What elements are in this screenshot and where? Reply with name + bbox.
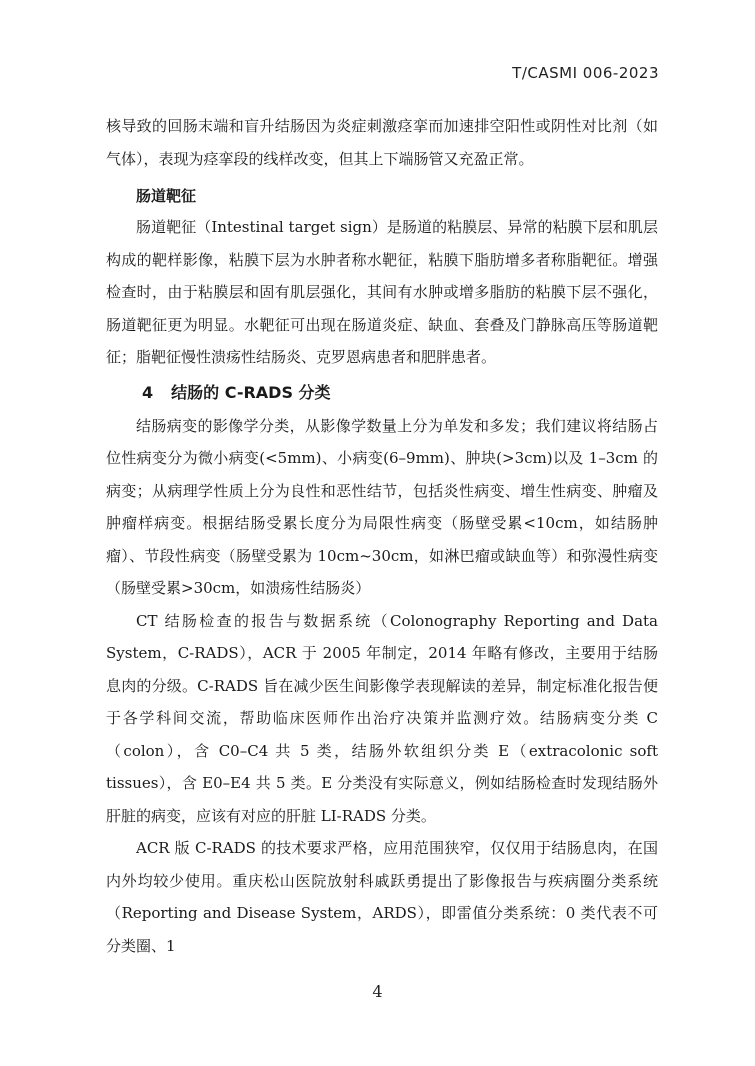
- section-number: 4: [142, 382, 154, 402]
- paragraph-c-rads: CT 结肠检查的报告与数据系统（Colonography Reporting and Data System，C-RADS），ACR 于 2005 年制定，2014 年略有修改，主要用于结肠息肉的分级。C-RADS 旨在减少医生间影像学表现解读的差异，制定标准化报告便于各学科间交流，帮助临床医师作出治疗决策并监测疗效。结肠病变分类 C（colon），含 C0–C4 共 5 类，结肠外软组织分类 E（extracolonic soft tissues），含 E0–E4 共 5 类。E 分类没有实际意义，例如结肠检查时发现结肠外肝脏的病变，应该有对应的肝脏 LI-RADS 分类。: [106, 611, 658, 825]
- section-title: 结肠的 C-RADS 分类: [171, 382, 331, 402]
- paragraph-classification: 结肠病变的影像学分类，从影像学数量上分为单发和多发；我们建议将结肠占位性病变分为微小病变(<5mm)、小病变(6–9mm)、肿块(>3cm)以及 1–3cm 的病变；从病理学性质上分为良性和恶性结节，包括炎性病变、增生性病变、肿瘤及肿瘤样病变。根据结肠受累长度分为局限性病变（肠壁受累<10cm，如结肠肿瘤）、节段性病变（肠壁受累为 10cm~30cm，如淋巴瘤或缺血等）和弥漫性病变（肠壁受累>30cm，如溃疡性结肠炎）: [106, 416, 658, 597]
- standard-code-header: T/CASMI 006-2023: [512, 64, 659, 82]
- paragraph-continuation: 核导致的回肠末端和盲升结肠因为炎症刺激痉挛而加速排空阳性或阴性对比剂（如气体），表现为痉挛段的线样改变，但其上下端肠管又充盈正常。: [106, 117, 658, 168]
- paragraph-acr-c-rads: ACR 版 C-RADS 的技术要求严格，应用范围狭窄，仅仅用于结肠息肉，在国内外均较少使用。重庆松山医院放射科戚跃勇提出了影像报告与疾病圈分类系统（Reporting and Disease System，ARDS），即雷值分类系统：0 类代表不可分类圈、1: [106, 839, 658, 955]
- paragraph-target-sign: 肠道靶征（Intestinal target sign）是肠道的粘膜层、异常的粘膜下层和肌层构成的靶样影像，粘膜下层为水肿者称水靶征，粘膜下脂肪增多者称脂靶征。增强检查时，由于粘膜层和固有肌层强化，其间有水肿或增多脂肪的粘膜下层不强化，肠道靶征更为明显。水靶征可出现在肠道炎症、缺血、套叠及门静脉高压等肠道靶征；脂靶征慢性溃疡性结肠炎、克罗恩病患者和肥胖患者。: [106, 218, 658, 366]
- section-heading-4: [106, 378, 658, 408]
- subsection-heading-target-sign: 肠道靶征: [136, 187, 197, 205]
- page-number: 4: [372, 982, 383, 1001]
- page-body: [106, 110, 658, 962]
